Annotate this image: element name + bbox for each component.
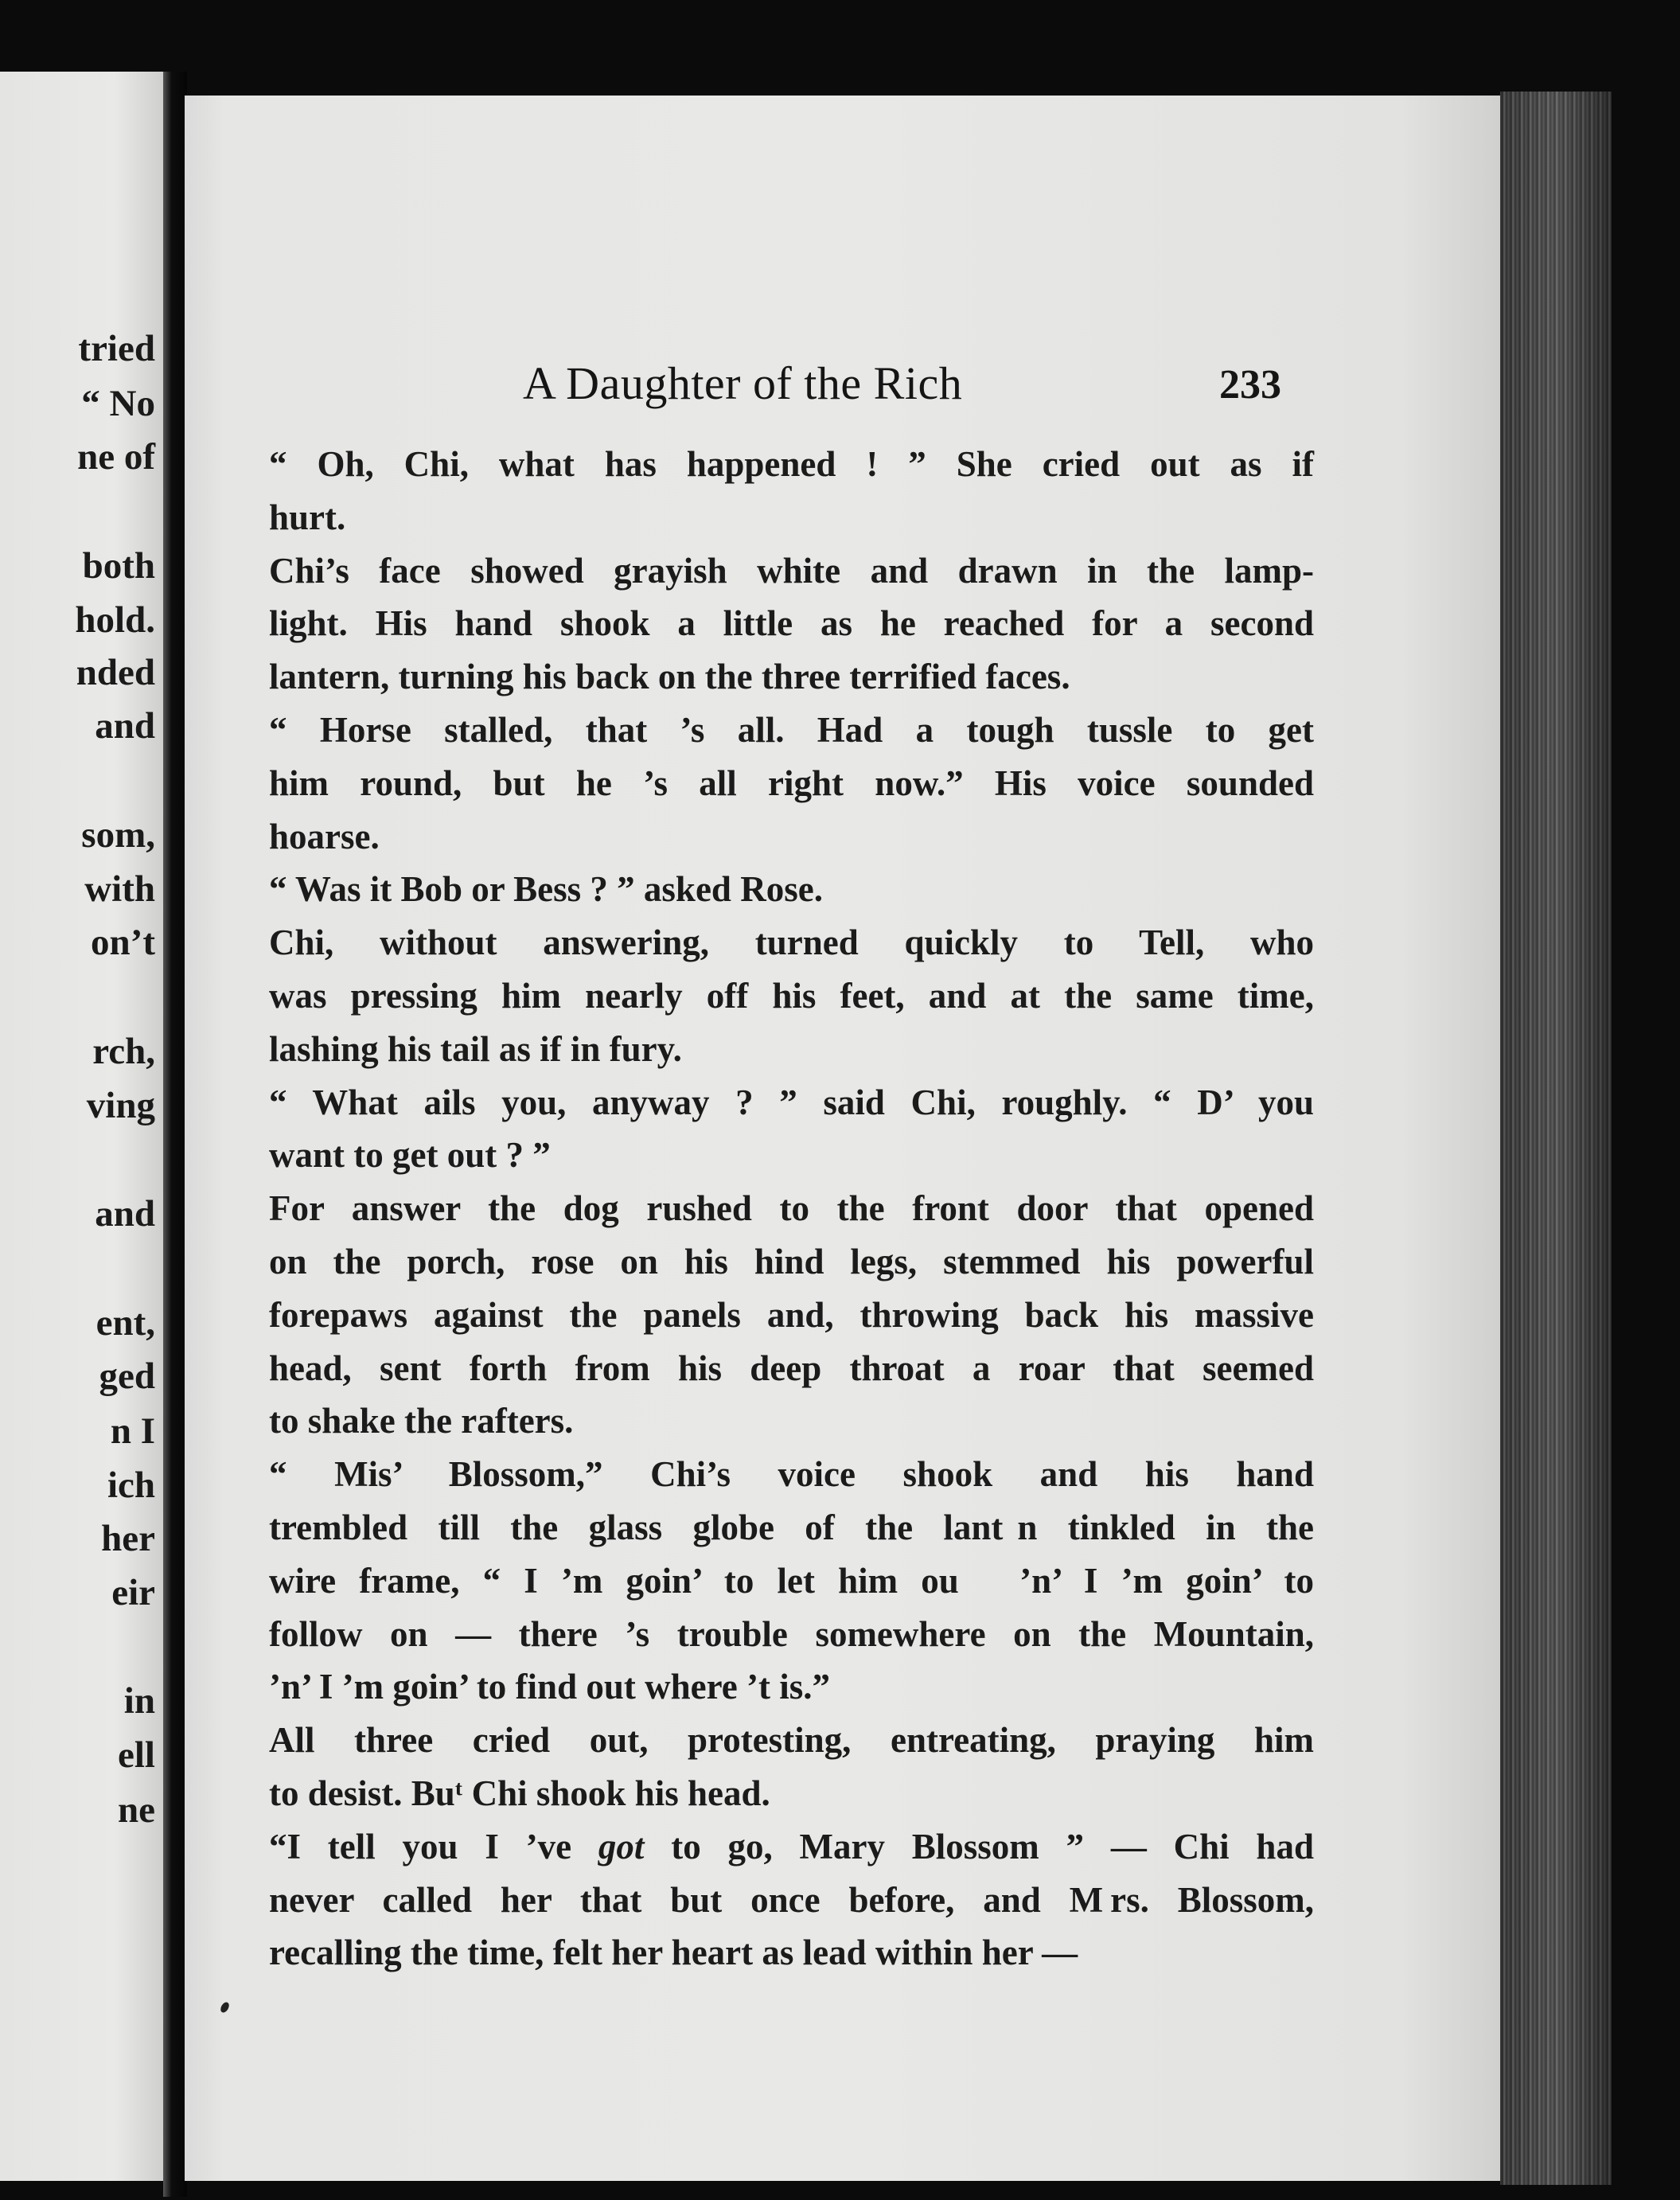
left-page-line: her (101, 1518, 155, 1559)
left-page-line: ged (99, 1355, 155, 1397)
left-page-line: rch, (92, 1031, 155, 1072)
italic-word: got (598, 1826, 645, 1866)
body-text (269, 438, 1314, 1980)
left-page-line: ich (107, 1465, 155, 1506)
left-page-line: eir (111, 1572, 155, 1613)
text-line: ’n’ I ’m goin’ to find out where ’t is.” (269, 1667, 830, 1707)
left-page-line: ent, (95, 1302, 155, 1344)
left-page-line: ell (118, 1734, 155, 1776)
left-page-line: and (95, 705, 155, 747)
left-page-line: ving (86, 1085, 155, 1126)
text-line: lashing his tail as if in fury. (269, 1028, 682, 1069)
text-line: “ Horse stalled, that ’s all. Had a tough tussle to get (269, 709, 1314, 750)
text-line: want to get out ? ” (269, 1135, 551, 1176)
running-title: A Daughter of the Rich (523, 357, 963, 409)
body-paragraph (269, 1714, 1314, 1820)
left-page-line: n I (110, 1410, 155, 1452)
text-line: lantern, turning his back on the three terrified faces. (269, 657, 1070, 697)
body-paragraph (269, 544, 1314, 704)
left-page-line: with (84, 868, 155, 910)
body-paragraph (269, 704, 1314, 863)
book-gutter (163, 72, 187, 2197)
text-segment: s. Blossom, (1126, 1879, 1314, 1920)
text-line: hurt. (269, 497, 346, 537)
text-line: him round, but he ’s all right now.” His voice sounded (269, 763, 1314, 803)
left-page-line: tried (78, 328, 155, 369)
text-line: to desist. Buᵗ Chi shook his head. (269, 1773, 770, 1813)
left-page-line: ne of (77, 436, 155, 478)
text-segment: recalling the time, felt her heart as lead within her — (269, 1933, 1078, 1973)
text-line (269, 1820, 1314, 1874)
body-paragraph (269, 1182, 1314, 1448)
text-segment: never called her that but once before, and M (269, 1879, 1104, 1920)
left-page-line: on’t (91, 922, 155, 963)
running-header (185, 357, 1506, 412)
body-paragraph (269, 1448, 1314, 1714)
left-page-line: in (123, 1680, 155, 1722)
text-line: Chi’s face showed grayish white and drawn in the lamp- (269, 550, 1314, 591)
text-line: “ Mis’ Blossom,” Chi’s voice shook and his hand (269, 1454, 1314, 1495)
text-line: on the porch, rose on his hind legs, stemmed his powerful (269, 1241, 1314, 1281)
left-page-line: both (82, 545, 155, 587)
text-segment: “I tell you I ’ve (269, 1826, 598, 1866)
left-page-line: hold. (75, 599, 155, 641)
text-line: light. His hand shook a little as he reached for a second (269, 603, 1314, 644)
left-page-line: som, (81, 814, 155, 856)
left-page-line: ne (118, 1789, 155, 1831)
text-line: was pressing him nearly off his feet, and at the same time, (269, 975, 1314, 1016)
text-line: trembled till the glass globe of the lant n tinkled in the (269, 1507, 1314, 1547)
right-page (185, 96, 1506, 2181)
text-line (269, 1926, 1314, 1980)
body-paragraph (269, 438, 1314, 544)
text-segment: r (1103, 1879, 1127, 1920)
text-line: head, sent forth from his deep throat a roar that seemed (269, 1348, 1314, 1388)
left-page-fragment (0, 72, 163, 2181)
text-line: All three cried out, protesting, entreating, praying him (269, 1720, 1314, 1761)
left-page-line: “ No (81, 383, 155, 424)
text-line: “ Was it Bob or Bess ? ” asked Rose. (269, 869, 823, 910)
body-paragraph (269, 916, 1314, 1075)
body-paragraph (269, 1820, 1314, 1980)
page-number: 233 (1219, 362, 1281, 408)
text-line: For answer the dog rushed to the front door that opened (269, 1188, 1314, 1229)
ink-speck (219, 2001, 231, 2015)
body-paragraph (269, 863, 1314, 916)
text-line: forepaws against the panels and, throwing back his massive (269, 1294, 1314, 1335)
text-line: Chi, without answering, turned quickly to Tell, who (269, 923, 1314, 963)
left-page-line: and (95, 1193, 155, 1235)
body-paragraph (269, 1076, 1314, 1183)
text-line: to shake the rafters. (269, 1401, 574, 1441)
left-page-line: nded (76, 652, 155, 693)
text-line (269, 1874, 1314, 1927)
text-line: “ What ails you, anyway ? ” said Chi, roughly. “ D’ you (269, 1082, 1314, 1122)
text-segment: to go, Mary Blossom ” — Chi had (644, 1826, 1314, 1866)
page-edge-stack (1500, 92, 1612, 2185)
text-line: wire frame, “ I ’m goin’ to let him ou ’n’ I ’m goin’ to (269, 1560, 1314, 1601)
text-line: “ Oh, Chi, what has happened ! ” She cried out as if (269, 444, 1314, 484)
text-line: hoarse. (269, 816, 380, 856)
text-line: follow on — there ’s trouble somewhere on the Mountain, (269, 1613, 1314, 1654)
